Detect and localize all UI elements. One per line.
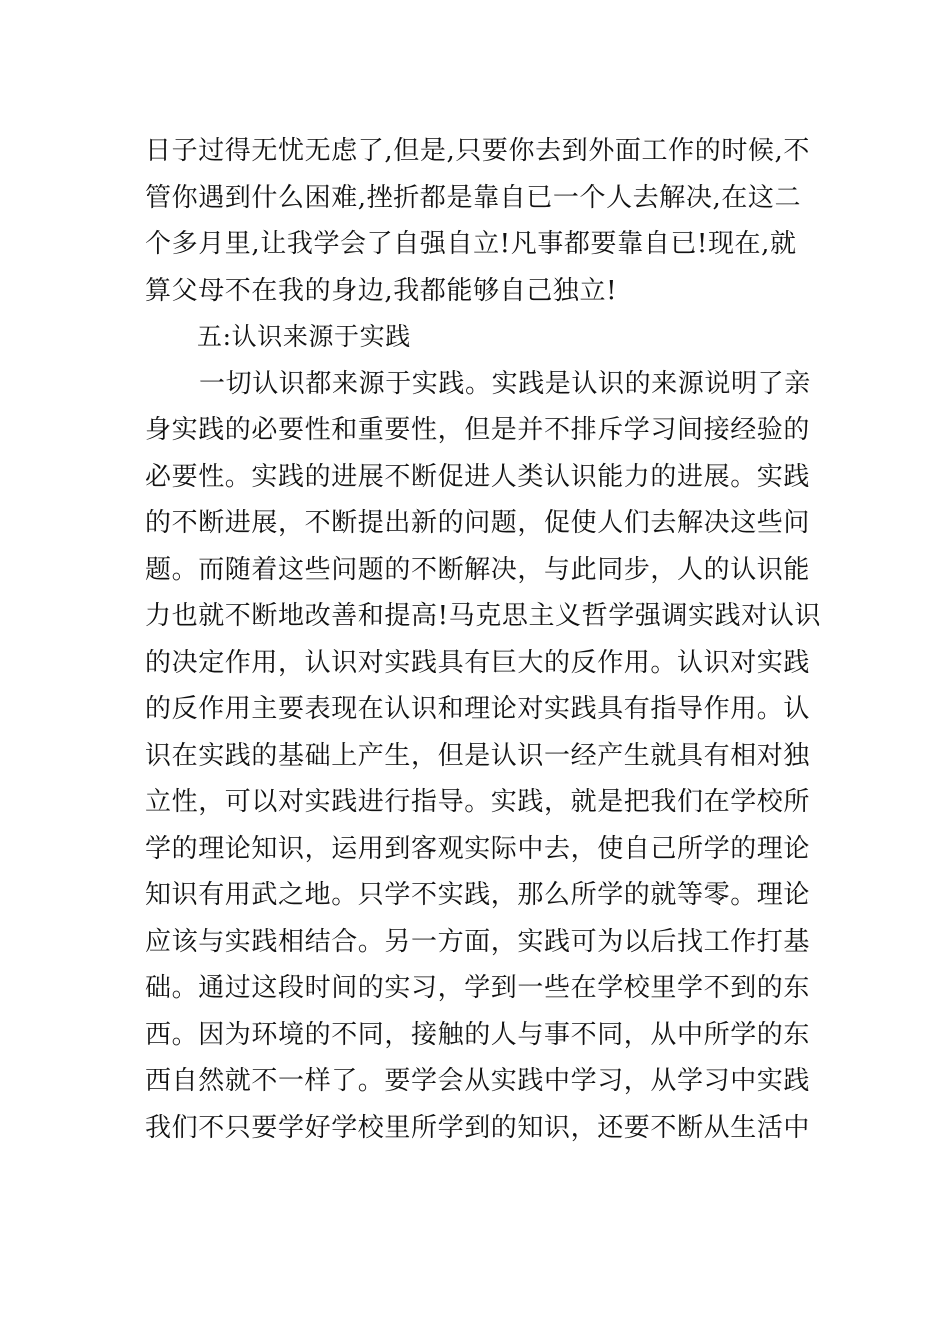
text-line: 础。通过这段时间的实习，学到一些在学校里学不到的东 [145, 973, 811, 1003]
section-heading: 五:认识来源于实践 [197, 322, 411, 351]
text-line: 算父母不在我的身边,我都能够自己独立! [145, 275, 618, 306]
text-line: 力也就不断地改善和提高!马克思主义哲学强调实践对认识 [145, 601, 822, 631]
text-line: 的反作用主要表现在认识和理论对实践具有指导作用。认 [145, 694, 811, 724]
text-line: 管你遇到什么困难,挫折都是靠自已一个人去解决,在这二 [145, 182, 802, 213]
paragraph-first-line: 一切认识都来源于实践。实践是认识的来源说明了亲 [199, 368, 811, 399]
text-line: 学的理论知识，运用到客观实际中去，使自己所学的理论 [145, 833, 811, 864]
text-line: 日子过得无忧无虑了,但是,只要你去到外面工作的时候,不 [145, 136, 810, 166]
text-line: 西自然就不一样了。要学会从实践中学习，从学习中实践 [145, 1066, 811, 1096]
text-line: 知识有用武之地。只学不实践，那么所学的就等零。理论 [145, 880, 811, 910]
text-line: 西。因为环境的不同，接触的人与事不同，从中所学的东 [145, 1019, 811, 1050]
text-line: 必要性。实践的进展不断促进人类认识能力的进展。实践 [145, 461, 811, 492]
text-line: 立性，可以对实践进行指导。实践，就是把我们在学校所 [145, 787, 811, 817]
text-line: 识在实践的基础上产生，但是认识一经产生就具有相对独 [145, 740, 811, 771]
text-line: 的不断进展，不断提出新的问题，促使人们去解决这些问 [145, 508, 811, 538]
text-line: 我们不只要学好学校里所学到的知识，还要不断从生活中 [145, 1112, 811, 1143]
text-line: 题。而随着这些问题的不断解决，与此同步，人的认识能 [145, 554, 811, 585]
document-body [145, 128, 822, 1151]
text-line: 应该与实践相结合。另一方面，实践可为以后找工作打基 [145, 926, 811, 957]
text-line: 的决定作用，认识对实践具有巨大的反作用。认识对实践 [145, 647, 811, 678]
text-line: 个多月里,让我学会了自强自立!凡事都要靠自已!现在,就 [145, 229, 797, 259]
text-line: 身实践的必要性和重要性，但是并不排斥学习间接经验的 [145, 415, 811, 445]
